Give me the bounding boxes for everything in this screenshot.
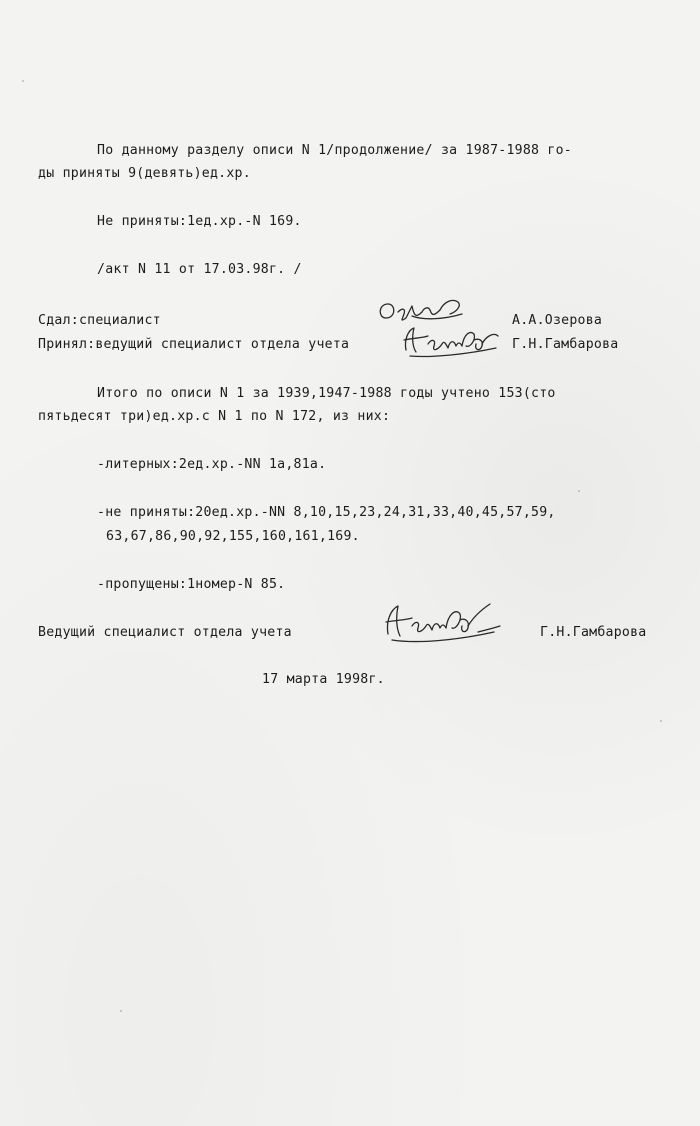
act-reference: /акт N 11 от 17.03.98г. / [97,262,302,277]
final-signer-title: Ведущий специалист отдела учета [38,625,292,640]
not-accepted-list: 63,67,86,90,92,155,160,161,169. [106,529,360,544]
handed-over-name: А.А.Озерова [512,313,603,328]
final-signer-name: Г.Н.Гамбарова [540,625,647,640]
total-line: пятьдесят три)ед.хр.с N 1 по N 172, из них: [38,409,391,424]
paper-speck [660,720,662,722]
handed-over-label: Сдал:специалист [38,313,161,328]
not-accepted-list: -не приняты:20ед.хр.-NN 8,10,15,23,24,31,33,40,45,57,59, [97,505,556,520]
not-accepted-note: Не приняты:1ед.хр.-N 169. [97,214,302,229]
lettered-units: -литерных:2ед.хр.-NN 1а,81а. [97,457,327,472]
total-line: Итого по описи N 1 за 1939,1947-1988 годы учтено 153(сто [97,386,556,401]
document-date: 17 марта 1998г. [262,672,385,687]
received-name: Г.Н.Гамбарова [512,337,619,352]
paragraph-line: ды приняты 9(девять)ед.хр. [38,166,251,181]
paragraph-line: По данному разделу описи N 1/продолжение/ за 1987-1988 го- [97,143,572,158]
signature-gambarova-1 [398,322,508,362]
paper-speck [120,1010,122,1012]
skipped-numbers: -пропущены:1номер-N 85. [97,577,286,592]
paper-speck [22,80,24,82]
paper-speck [578,490,580,492]
received-label: Принял:ведущий специалист отдела учета [38,337,350,352]
signature-gambarova-2 [378,600,508,648]
